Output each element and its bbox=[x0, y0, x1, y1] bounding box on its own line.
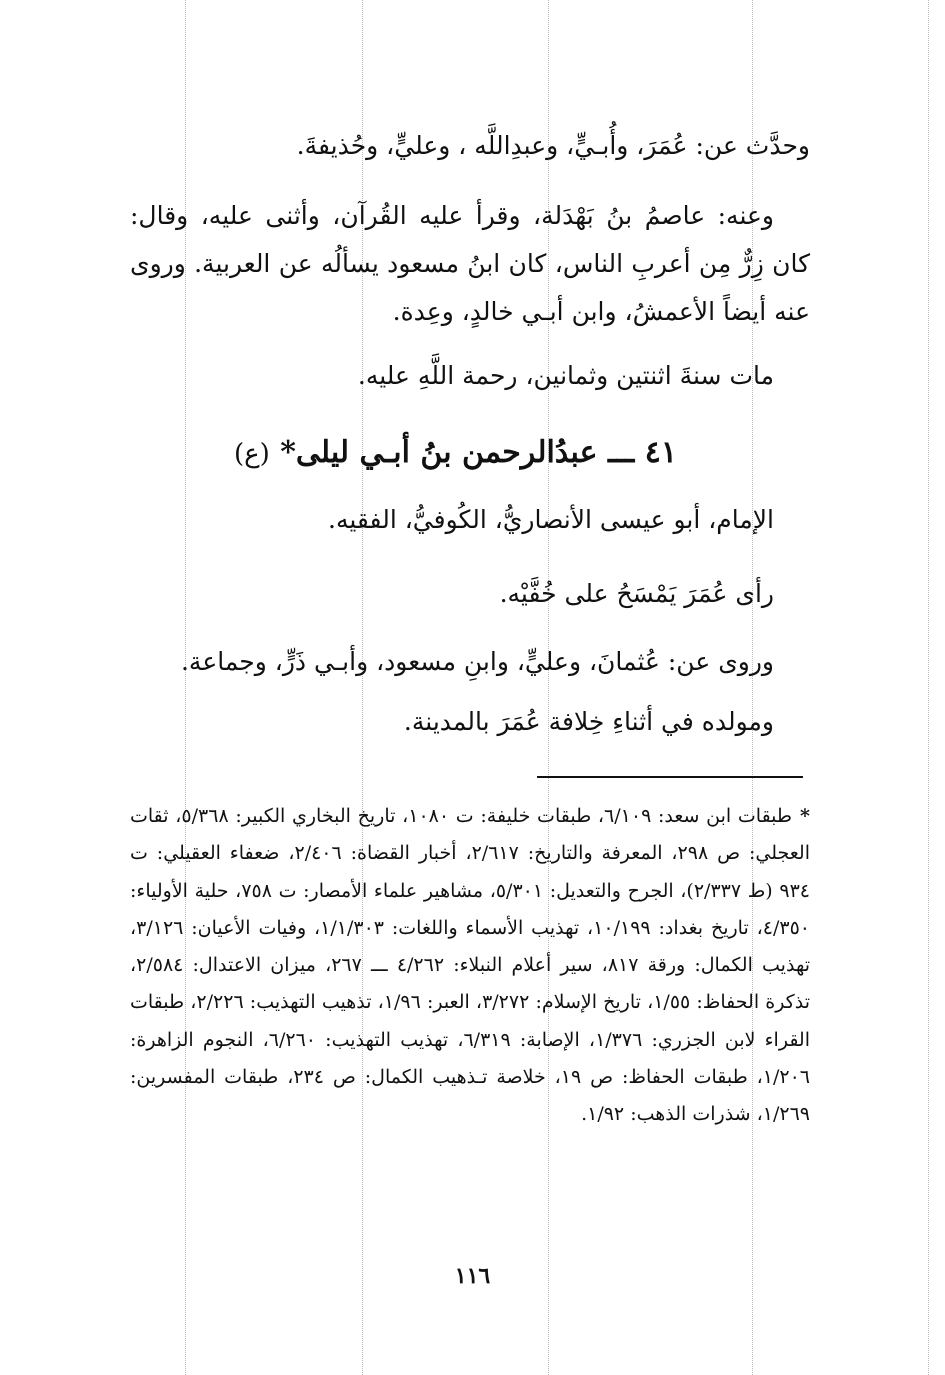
paragraph-birth: ومولده في أثناءِ خِلافة عُمَرَ بالمدينة. bbox=[403, 707, 774, 736]
page-number: ١١٦ bbox=[454, 1263, 491, 1289]
paragraph-death: مات سنةَ اثنتين وثمانين، رحمة اللَّهِ عليه. bbox=[357, 361, 774, 390]
entry-heading bbox=[234, 428, 677, 479]
paragraph-narrated-from: وحدَّث عن: عُمَرَ، وأُبـيٍّ، وعبدِاللَّه ، وعليٍّ، وحُذيفةَ. bbox=[296, 131, 810, 160]
footnote-divider bbox=[537, 776, 803, 778]
entry-code: (ع) bbox=[233, 439, 270, 469]
footnote-text: طبقات ابن سعد: ٦/١٠٩، طبقات خليفة: ت ١٠٨٠، تاريخ البخاري الكبير: ٥/٣٦٨، ثقات العجلي: ص ٢٩٨، المعرفة والتاريخ: ٢/٦١٧، أخبار القضاة: ٢/٤٠٦، ضعفاء العقيلي: ت ٩٣٤ (ط ٢/٣٣٧)، الجرح والتعديل: ٥/٣٠١، مشاهير علماء الأمصار: ت ٧٥٨، حلية الأولياء: ٤/٣٥٠، تاريخ بغداد: ١٠/١٩٩، تهذيب الأسماء واللغات: ١/١/٣٠٣، وفيات الأعيان: ٣/١٢٦، تهذيب الكمال: ورقة ٨١٧، سير أعلام النبلاء: ٤/٢٦٢ ـــ ٢٦٧، ميزان الاعتدال: ٢/٥٨٤، تذكرة الحفاظ: ١/٥٥، تاريخ الإسلام: ٣/٢٧٢، العبر: ١/٩٦، تذهيب التهذيب: ٢/٢٢٦، طبقات القراء لابن الجزري: ١/٣٧٦، الإصابة: ٦/٣١٩، تهذيب التهذيب: ٦/٢٦٠، النجوم الزاهرة: ١/٢٠٦، طبقات الحفاظ: ص ١٩، خلاصة تـذهيب الكمال: ص ٢٣٤، طبقات المفسرين: ١/٢٦٩، شذرات الذهب: ١/٩٢. bbox=[130, 805, 811, 1126]
footnote bbox=[130, 798, 810, 1134]
paragraph-imam: الإمام، أبو عيسى الأنصاريُّ، الكُوفيُّ، الفقيه. bbox=[328, 505, 774, 534]
scan-artifact-line bbox=[928, 0, 929, 1375]
paragraph-students: وعنه: عاصمُ بنُ بَهْدَلة، وقرأ عليه القُرآن، وأثنى عليه، وقال: كان زِرٌّ مِن أعربِ الناس، كان ابنُ مسعود يسألُه عن العربية. وروى عنه أيضاً الأعمشُ، وابن أبـي خالدٍ، وعِدة. bbox=[130, 201, 810, 326]
footnote-marker: * bbox=[800, 805, 810, 827]
entry-title: ٤١ ـــ عبدُالرحمن بنُ أبـي ليلى* bbox=[280, 435, 677, 470]
paragraph-narrated-from-2: وروى عن: عُثمانَ، وعليٍّ، وابنِ مسعود، وأبـي ذَرٍّ، وجماعة. bbox=[180, 647, 774, 676]
paragraph-saw-umar: رأى عُمَرَ يَمْسَحُ على خُفَّيْه. bbox=[499, 579, 774, 608]
